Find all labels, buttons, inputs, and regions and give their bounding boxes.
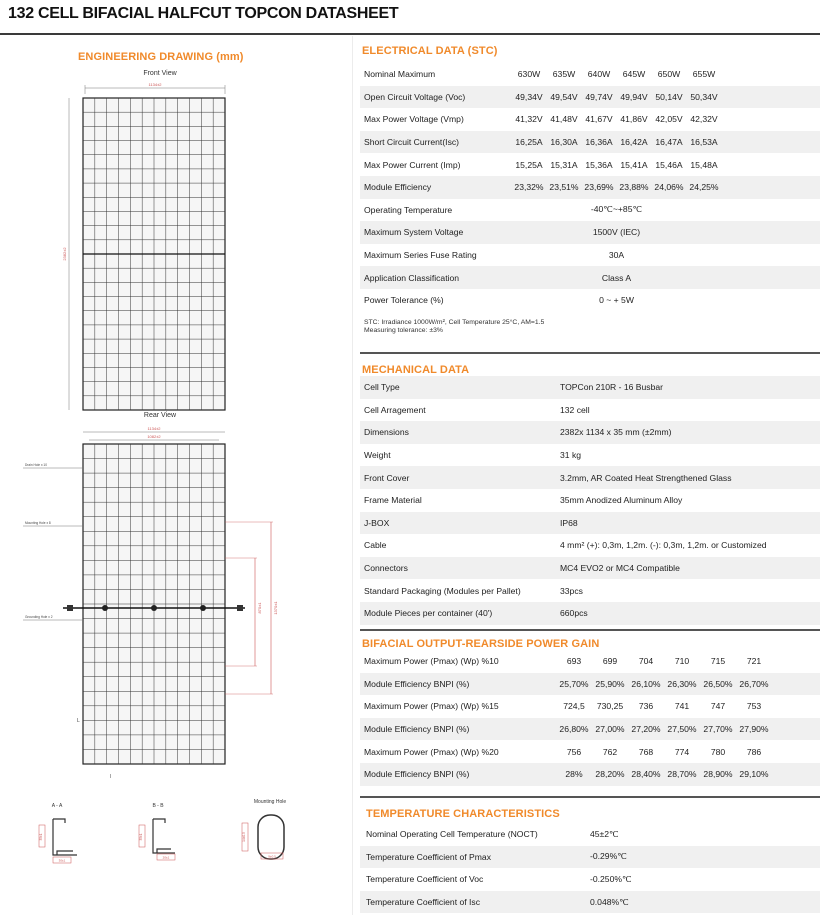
separator-mechanical xyxy=(360,352,820,354)
row-label: Open Circuit Voltage (Voc) xyxy=(364,91,466,102)
table-row xyxy=(360,376,820,399)
table-row xyxy=(360,221,820,244)
row-value: 630W xyxy=(517,69,541,80)
row-label: Maximum Series Fuse Rating xyxy=(364,250,477,261)
row-value: 736 xyxy=(638,701,654,712)
row-value: 42,05V xyxy=(655,114,683,125)
row-value: 23,32% xyxy=(514,182,544,193)
row-value: 27,50% xyxy=(667,724,697,735)
row-value: 16,30A xyxy=(550,137,578,148)
row-value: 23,51% xyxy=(549,182,579,193)
row-value: 132 cell xyxy=(560,404,590,415)
row-value: 3.2mm, AR Coated Heat Strengthened Glass xyxy=(560,472,732,483)
row-value: 640W xyxy=(587,69,611,80)
row-label: Cell Arragement xyxy=(364,404,426,415)
front-height-dim: 2382±2 xyxy=(62,247,67,261)
row-label: Maximum Power (Pmax) (Wp) %20 xyxy=(364,746,499,757)
row-value: 741 xyxy=(674,701,690,712)
row-value: 1500V (IEC) xyxy=(592,227,641,238)
row-value: 33pcs xyxy=(560,585,583,596)
table-row xyxy=(360,489,820,512)
rear-width-outer-dim: 1134±2 xyxy=(147,426,161,431)
page-title: 132 CELL BIFACIAL HALFCUT TOPCON DATASHEET xyxy=(8,5,399,22)
column-divider xyxy=(352,36,353,915)
row-value: 650W xyxy=(657,69,681,80)
aa-dim-2: 30±1 xyxy=(58,858,66,863)
table-row xyxy=(360,557,820,580)
row-value: IP68 xyxy=(560,517,578,528)
drain-hole-label: Drain Hole x 10 xyxy=(25,463,47,467)
row-label: Cable xyxy=(364,540,387,551)
table-row xyxy=(360,846,820,869)
front-view-label: Front View xyxy=(143,70,177,77)
front-view-drawing xyxy=(55,80,255,415)
table-row xyxy=(360,244,820,267)
row-label: Max Power Voltage (Vmp) xyxy=(364,114,464,125)
row-value: 747 xyxy=(710,701,726,712)
row-label: Power Tolerance (%) xyxy=(364,295,444,306)
row-value: 15,41A xyxy=(620,159,648,170)
title-rule xyxy=(0,33,820,35)
row-value: 762 xyxy=(602,746,618,757)
row-value: 15,36A xyxy=(585,159,613,170)
row-value: 28% xyxy=(565,769,583,780)
table-row xyxy=(360,266,820,289)
row-value: 710 xyxy=(674,656,690,667)
row-value: 693 xyxy=(566,656,582,667)
table-row xyxy=(360,763,820,786)
row-value: -0.250%℃ xyxy=(590,873,632,884)
dim-label-l: l xyxy=(110,774,112,780)
row-label: Module Efficiency xyxy=(364,182,432,193)
row-label: Module Efficiency BNPI (%) xyxy=(364,769,470,780)
separator-bifacial xyxy=(360,629,820,631)
row-label: Dimensions xyxy=(364,427,409,438)
row-value: 25,90% xyxy=(595,678,625,689)
row-value: 41,67V xyxy=(585,114,613,125)
row-value: 42,32V xyxy=(690,114,718,125)
row-value: 753 xyxy=(746,701,762,712)
mounting-hole-title: Mounting Hole xyxy=(253,799,287,805)
row-label: J-BOX xyxy=(364,517,390,528)
row-value: 780 xyxy=(710,746,726,757)
row-value: 30A xyxy=(608,250,625,261)
row-value: 49,74V xyxy=(585,91,613,102)
row-value: 699 xyxy=(602,656,618,667)
row-value: 15,48A xyxy=(690,159,718,170)
row-value: 24,25% xyxy=(689,182,719,193)
rear-height-1-dim: 1370±1 xyxy=(273,601,278,615)
mh-dim-2: 9±0.5 xyxy=(268,854,276,859)
row-label: Module Efficiency BNPI (%) xyxy=(364,724,470,735)
row-value: 50,34V xyxy=(690,91,718,102)
table-row xyxy=(360,673,820,696)
row-label: Temperature Coefficient of Isc xyxy=(366,897,481,908)
table-row xyxy=(360,512,820,535)
stc-note-line1: STC: Irradiance 1000W/m², Cell Temperature 25°C, AM=1.5 xyxy=(364,319,545,326)
row-value: 724,5 xyxy=(563,701,585,712)
row-value: 0 ~ + 5W xyxy=(599,295,634,306)
row-value: MC4 EVO2 or MC4 Compatible xyxy=(560,563,680,574)
row-value: 704 xyxy=(638,656,654,667)
row-value: 774 xyxy=(674,746,690,757)
table-row xyxy=(360,63,820,86)
table-row xyxy=(360,891,820,914)
row-label: Module Efficiency BNPI (%) xyxy=(364,678,470,689)
table-row xyxy=(360,176,820,199)
row-label: Maximum Power (Pmax) (Wp) %15 xyxy=(364,701,499,712)
temperature-table xyxy=(360,823,820,915)
row-value: 16,47A xyxy=(655,137,683,148)
row-label: Operating Temperature xyxy=(364,204,453,215)
row-value: 16,42A xyxy=(620,137,648,148)
row-value: 756 xyxy=(566,746,582,757)
dim-label-L: L xyxy=(77,718,80,724)
table-row xyxy=(360,695,820,718)
section-aa-label: A - A xyxy=(51,803,63,809)
row-value: 31 kg xyxy=(560,450,582,461)
row-value: 768 xyxy=(638,746,654,757)
front-width-dim: 1134±2 xyxy=(148,82,162,87)
row-value: 26,30% xyxy=(667,678,697,689)
table-row xyxy=(360,718,820,741)
bifacial-table xyxy=(360,650,820,786)
grounding-hole-label: Grounding Hole x 2 xyxy=(25,615,53,619)
row-value: 786 xyxy=(746,746,762,757)
row-value: 23,69% xyxy=(584,182,614,193)
mounting-hole-label: Mounting Hole x 8 xyxy=(25,521,51,525)
row-value: 45±2℃ xyxy=(590,828,619,839)
row-value: 27,00% xyxy=(595,724,625,735)
electrical-table xyxy=(360,63,820,312)
table-row xyxy=(360,466,820,489)
separator-temperature xyxy=(360,796,820,798)
bb-dim-1: 35±1 xyxy=(139,833,143,841)
row-value: 0.048%℃ xyxy=(590,896,629,907)
mh-dim-1: 14±0.5 xyxy=(242,832,246,842)
row-value: 41,32V xyxy=(515,114,543,125)
row-value: 23,88% xyxy=(619,182,649,193)
table-row xyxy=(360,650,820,673)
row-value: 49,54V xyxy=(550,91,578,102)
row-value: 16,53A xyxy=(690,137,718,148)
row-value: 655W xyxy=(692,69,716,80)
row-value: Class A xyxy=(601,272,632,283)
row-value: 635W xyxy=(552,69,576,80)
table-row xyxy=(360,131,820,154)
row-value: 26,10% xyxy=(631,678,661,689)
row-label: Standard Packaging (Modules per Pallet) xyxy=(364,585,521,596)
electrical-heading: ELECTRICAL DATA (STC) xyxy=(362,45,498,57)
row-value: 27,90% xyxy=(739,724,769,735)
row-value: 49,94V xyxy=(620,91,648,102)
table-row xyxy=(360,868,820,891)
row-value: 28,70% xyxy=(667,769,697,780)
table-row xyxy=(360,579,820,602)
rear-view-label: Rear View xyxy=(143,412,177,419)
mechanical-table xyxy=(360,376,820,625)
row-value: 26,50% xyxy=(703,678,733,689)
row-value: 28,20% xyxy=(595,769,625,780)
row-value: 27,70% xyxy=(703,724,733,735)
row-value: 41,48V xyxy=(550,114,578,125)
table-row xyxy=(360,108,820,131)
bb-dim-2: 20±1 xyxy=(162,855,170,860)
table-row xyxy=(360,534,820,557)
temperature-heading: TEMPERATURE CHARACTERISTICS xyxy=(366,808,560,820)
row-value: TOPCon 210R - 16 Busbar xyxy=(560,382,664,393)
row-label: Frame Material xyxy=(364,495,422,506)
engineering-heading: ENGINEERING DRAWING (mm) xyxy=(78,51,244,63)
row-value: -40℃~+85℃ xyxy=(590,204,643,215)
row-value: 27,20% xyxy=(631,724,661,735)
section-views xyxy=(25,795,325,875)
table-row xyxy=(360,399,820,422)
row-value: 25,70% xyxy=(559,678,589,689)
section-bb-label: B - B xyxy=(152,803,164,809)
row-label: Max Power Current (Imp) xyxy=(364,159,461,170)
table-row xyxy=(360,199,820,222)
row-value: 645W xyxy=(622,69,646,80)
mechanical-heading: MECHANICAL DATA xyxy=(362,364,470,376)
row-label: Module Pieces per container (40') xyxy=(364,608,493,619)
table-row xyxy=(360,823,820,846)
table-row xyxy=(360,86,820,109)
row-value: 4 mm² (+): 0,3m, 1,2m. (-): 0,3m, 1,2m. or Customized xyxy=(560,540,767,551)
row-value: 26,80% xyxy=(559,724,589,735)
table-row xyxy=(360,289,820,312)
row-value: 28,40% xyxy=(631,769,661,780)
stc-note xyxy=(364,319,544,335)
row-value: 41,86V xyxy=(620,114,648,125)
row-value: -0.29%℃ xyxy=(590,851,627,862)
row-value: 16,36A xyxy=(585,137,613,148)
row-label: Application Classification xyxy=(364,272,460,283)
row-label: Short Circuit Current(Isc) xyxy=(364,137,460,148)
bifacial-heading: BIFACIAL OUTPUT-REARSIDE POWER GAIN xyxy=(362,638,600,650)
table-row xyxy=(360,444,820,467)
row-label: Nominal Operating Cell Temperature (NOCT) xyxy=(366,829,538,840)
row-value: 15,46A xyxy=(655,159,683,170)
rear-width-inner-dim: 1082±2 xyxy=(147,434,161,439)
table-row xyxy=(360,153,820,176)
row-value: 15,31A xyxy=(550,159,578,170)
rear-height-2-dim: 870±1 xyxy=(257,602,262,614)
row-value: 660pcs xyxy=(560,608,588,619)
row-value: 2382x 1134 x 35 mm (±2mm) xyxy=(560,427,672,438)
row-label: Nominal Maximum xyxy=(364,69,436,80)
row-value: 715 xyxy=(710,656,726,667)
row-label: Cell Type xyxy=(364,382,400,393)
rear-view-drawing xyxy=(15,422,305,782)
row-value: 730,25 xyxy=(596,701,624,712)
table-row xyxy=(360,740,820,763)
row-label: Weight xyxy=(364,450,391,461)
row-value: 29,10% xyxy=(739,769,769,780)
row-value: 26,70% xyxy=(739,678,769,689)
row-label: Connectors xyxy=(364,563,408,574)
table-row xyxy=(360,602,820,625)
row-value: 28,90% xyxy=(703,769,733,780)
row-label: Temperature Coefficient of Voc xyxy=(366,874,484,885)
table-row xyxy=(360,421,820,444)
row-label: Maximum Power (Pmax) (Wp) %10 xyxy=(364,656,499,667)
row-value: 35mm Anodized Aluminum Alloy xyxy=(560,495,683,506)
row-value: 16,25A xyxy=(515,137,543,148)
row-label: Temperature Coefficient of Pmax xyxy=(366,851,491,862)
row-value: 721 xyxy=(746,656,762,667)
row-value: 24,06% xyxy=(654,182,684,193)
row-value: 15,25A xyxy=(515,159,543,170)
aa-dim-1: 35±1 xyxy=(39,833,43,841)
row-label: Maximum System Voltage xyxy=(364,227,464,238)
row-label: Front Cover xyxy=(364,472,410,483)
row-value: 50,14V xyxy=(655,91,683,102)
row-value: 49,34V xyxy=(515,91,543,102)
stc-note-line2: Measuring tolerance: ±3% xyxy=(364,327,443,334)
